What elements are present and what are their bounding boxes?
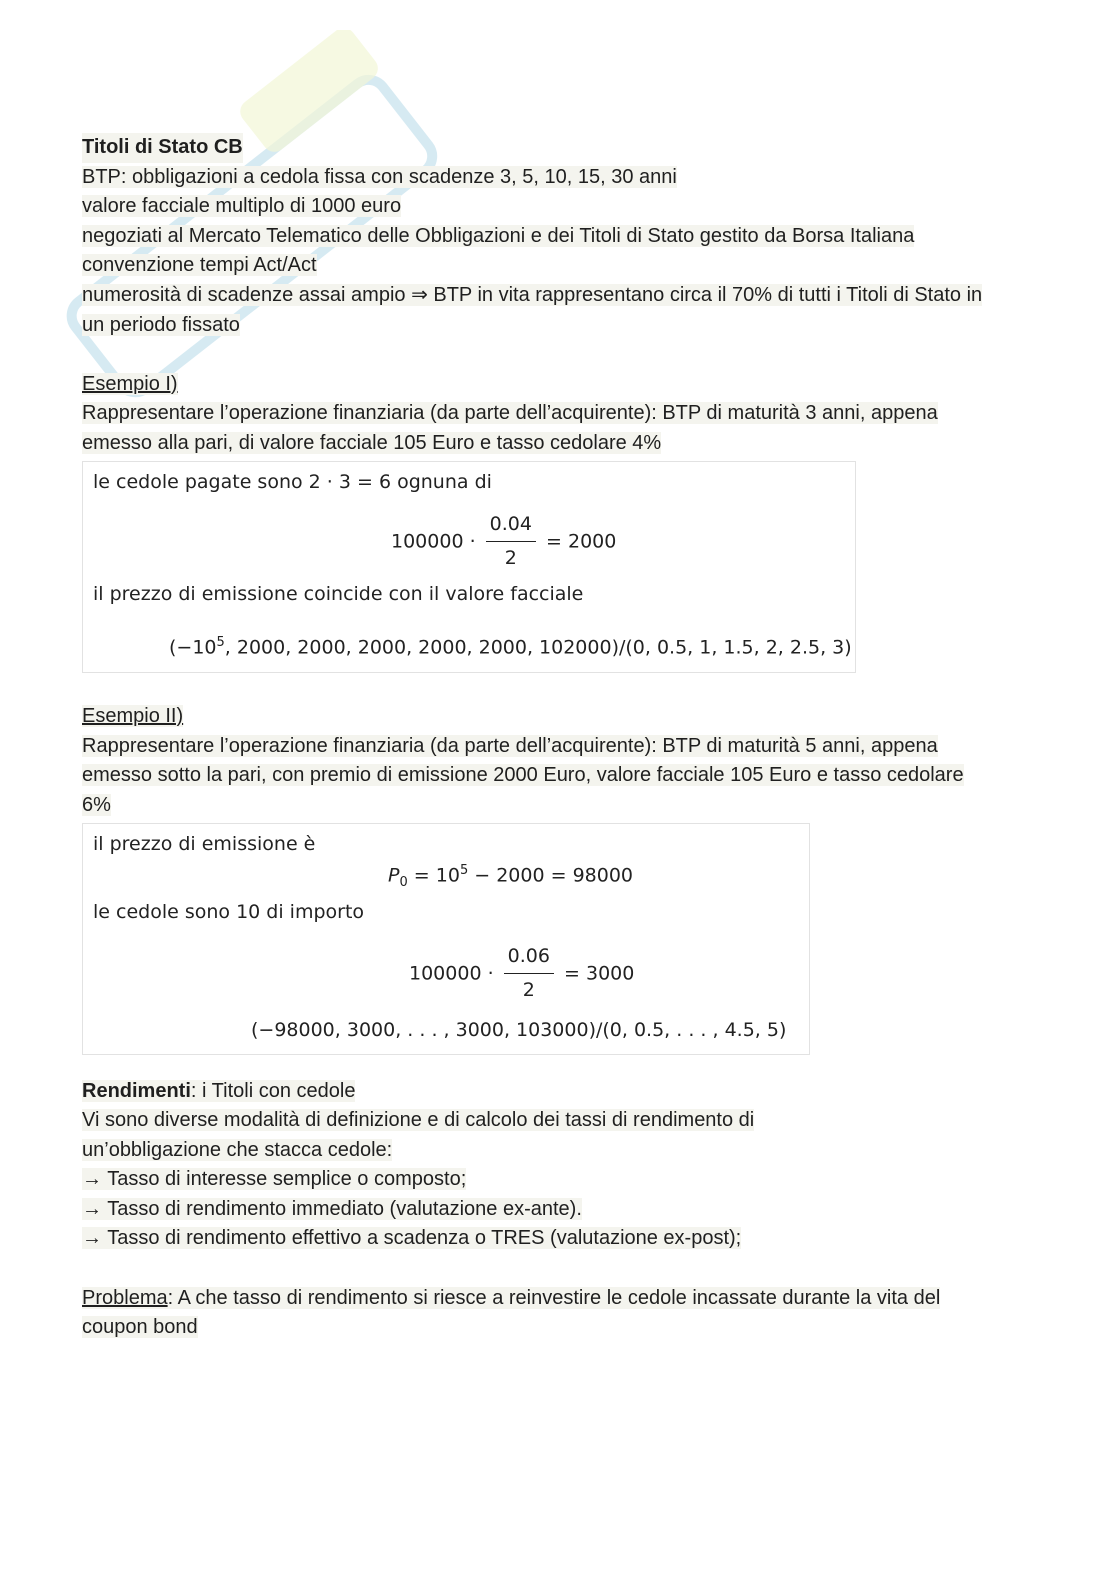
fraction: $\frac{0.04}{2}$ xyxy=(486,510,536,574)
example1-heading: Esempio I) xyxy=(82,372,178,395)
example2-text: Rappresentare l’operazione finanziaria (da parte dell’acquirente): BTP di maturità 5 anni, appena emesso sotto la pari, con premio di emissione 2000 Euro, valore facciale 105 Euro e tasso cedolare 6% xyxy=(82,734,964,816)
intro-line: numerosità di scadenze assai ampio ⇒ BTP in vita rappresentano circa il 70% di tutti i Titoli di Stato in un periodo fissato xyxy=(82,283,983,336)
example2-coupons-line: le cedole sono 10 di importo xyxy=(93,900,365,923)
example2-price-label: il prezzo di emissione è xyxy=(93,832,316,855)
example1-math-box xyxy=(82,461,856,673)
list-item: → Tasso di interesse semplice o composto; xyxy=(82,1168,467,1191)
intro-line: negoziati al Mercato Telematico delle Obbligazioni e dei Titoli di Stato gestito da Borsa Italiana xyxy=(82,224,915,247)
example1-coupon-formula: 100000 · $\frac{0.04}{2}$ = 2000 xyxy=(391,510,616,574)
example2-heading: Esempio II) xyxy=(82,705,184,728)
list-item: → Tasso di rendimento immediato (valutazione ex-ante). xyxy=(82,1197,582,1220)
document-content xyxy=(82,133,1002,1343)
example2-cashflow: (−98000, 3000, . . . , 3000, 103000)/(0, 0.5, . . . , 4.5, 5) xyxy=(251,1018,787,1041)
problema-text: : A che tasso di rendimento si riesce a reinvestire le cedole incassate durante la vita del coupon bond xyxy=(82,1286,941,1339)
example1-text: Rappresentare l’operazione finanziaria (da parte dell’acquirente): BTP di maturità 3 anni, appena emesso alla pari, di valore facciale 105 Euro e tasso cedolare 4% xyxy=(82,402,938,454)
page-title: Titoli di Stato CB xyxy=(82,133,243,163)
fraction: $\frac{0.06}{2}$ xyxy=(504,942,554,1006)
example1-cashflow: ($-10^5$, 2000, 2000, 2000, 2000, 2000, 102000)/(0, 0.5, 1, 1.5, 2, 2.5, 3) xyxy=(169,634,852,658)
problema-label: Problema xyxy=(82,1286,168,1309)
example2-price-formula: $P_0 = 10^5 - 2000 = 98000$ xyxy=(388,862,634,890)
example2-coupon-formula: 100000 · $\frac{0.06}{2}$ = 3000 xyxy=(409,942,634,1006)
list-item: → Tasso di rendimento effettivo a scadenza o TRES (valutazione ex-post); xyxy=(82,1227,742,1250)
intro-line: valore facciale multiplo di 1000 euro xyxy=(82,195,402,218)
example2-math-box xyxy=(82,823,810,1055)
rendimenti-subtitle: : i Titoli con cedole xyxy=(190,1079,356,1102)
example1-coupons-line: le cedole pagate sono 2 · 3 = 6 ognuna di xyxy=(93,470,492,493)
intro-line: convenzione tempi Act/Act xyxy=(82,254,317,277)
intro-line: BTP: obbligazioni a cedola fissa con scadenze 3, 5, 10, 15, 30 anni xyxy=(82,165,677,188)
example1-price-line: il prezzo di emissione coincide con il valore facciale xyxy=(93,582,584,605)
rendimenti-label: Rendimenti xyxy=(82,1079,191,1102)
rendimenti-text: Vi sono diverse modalità di definizione e di calcolo dei tassi di rendimento di un’obbligazione che stacca cedole: xyxy=(82,1109,755,1161)
